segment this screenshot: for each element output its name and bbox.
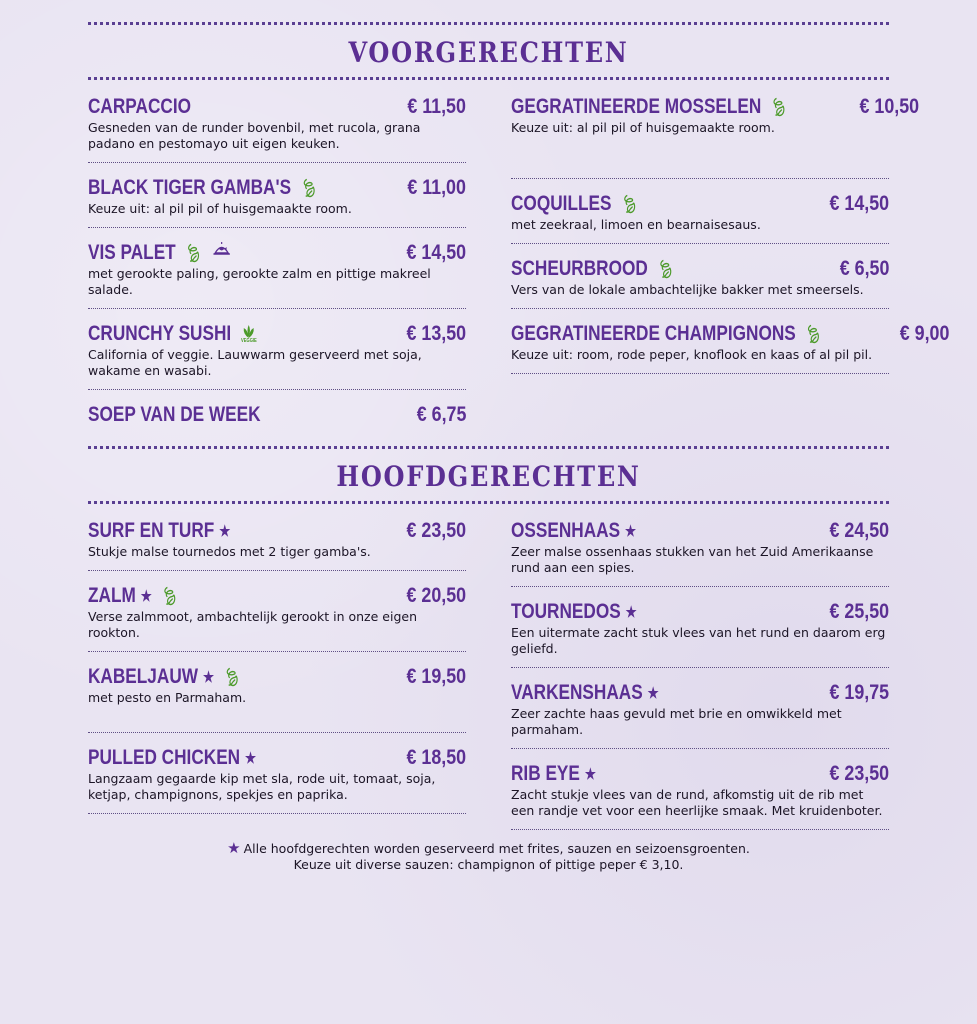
footer-line-1: Alle hoofdgerechten worden geserveerd met frites, sauzen en seizoensgroenten. <box>243 841 750 856</box>
leaf-icon: 🍃︎ <box>296 174 321 201</box>
divider <box>88 389 466 390</box>
item-description: Vers van de lokale ambachtelijke bakker met smeersels. <box>511 282 864 297</box>
item-description: Keuze uit: al pil pil of huisgemaakte room. <box>511 120 775 135</box>
menu-item <box>88 240 466 309</box>
starters-grid <box>88 80 950 428</box>
item-name: SCHEURBROOD <box>511 257 648 280</box>
item-description: met zeekraal, limoen en bearnaisesaus. <box>511 217 761 232</box>
divider <box>88 732 466 733</box>
item-price: € 14,50 <box>406 241 466 264</box>
item-description: California of veggie. Lauwwarm geserveerd met soja, wakame en wasabi. <box>88 347 422 378</box>
menu-item <box>511 599 889 668</box>
item-name: VARKENSHAAS <box>511 681 643 704</box>
item-price: € 25,50 <box>829 600 889 623</box>
item-description: Zeer zachte haas gevuld met brie en omwikkeld met parmaham. <box>511 706 842 737</box>
divider <box>511 667 889 668</box>
starters-right-column <box>511 93 950 428</box>
menu-item <box>511 256 889 309</box>
item-name: GEGRATINEERDE CHAMPIGNONS <box>511 322 796 345</box>
item-price: € 9,00 <box>899 322 950 345</box>
veggie-icon: VEGGIE <box>241 325 257 344</box>
item-price: € 23,50 <box>829 762 889 785</box>
mains-left-column <box>88 518 466 830</box>
menu-item <box>511 680 889 749</box>
item-description: Verse zalmmoot, ambachtelijk gerookt in onze eigen rookton. <box>88 609 417 640</box>
item-price: € 11,00 <box>407 176 466 199</box>
star-icon: ★ <box>219 523 231 540</box>
star-icon: ★ <box>647 685 659 702</box>
footer-note <box>88 840 889 873</box>
item-description: Stukje malse tournedos met 2 tiger gamba's. <box>88 544 371 559</box>
leaf-icon: 🍃︎ <box>617 190 641 217</box>
item-price: € 13,50 <box>406 322 466 345</box>
item-price: € 18,50 <box>406 746 466 769</box>
menu-item <box>88 94 466 163</box>
item-price: € 6,75 <box>416 403 466 426</box>
item-price: € 6,50 <box>839 257 889 280</box>
divider <box>88 813 466 814</box>
menu-item <box>88 583 466 652</box>
divider <box>88 570 466 571</box>
item-price: € 24,50 <box>829 519 889 542</box>
menu-item <box>88 745 466 814</box>
menu-item <box>511 93 920 179</box>
menu-item <box>88 664 466 733</box>
item-price: € 11,50 <box>407 95 466 118</box>
star-icon: ★ <box>245 750 257 767</box>
star-icon: ★ <box>202 669 214 686</box>
star-icon: ★ <box>227 839 241 857</box>
section-title-voorgerechten: VOORGERECHTEN <box>348 36 629 69</box>
leaf-icon: 🍃︎ <box>801 320 825 347</box>
divider <box>511 829 889 830</box>
item-description: met gerookte paling, gerookte zalm en pittige makreel salade. <box>88 266 431 297</box>
item-name: OSSENHAAS <box>511 519 621 542</box>
menu-item <box>511 761 889 830</box>
starters-left-column <box>88 94 466 428</box>
divider <box>511 178 889 179</box>
item-description: Gesneden van de runder bovenbil, met rucola, grana padano en pestomayo uit eigen keuken. <box>88 120 421 151</box>
item-name: TOURNEDOS <box>511 600 621 623</box>
item-name: CARPACCIO <box>88 95 192 118</box>
section-title-hoofdgerechten: HOOFDGERECHTEN <box>336 460 641 493</box>
item-name: VIS PALET <box>88 241 176 264</box>
divider <box>511 373 889 374</box>
menu-item <box>511 518 889 587</box>
item-price: € 10,50 <box>859 95 920 118</box>
item-description: Keuze uit: room, rode peper, knoflook en kaas of al pil pil. <box>511 347 873 362</box>
leaf-icon: 🍃︎ <box>157 582 181 609</box>
star-icon: ★ <box>625 604 637 621</box>
divider <box>511 586 889 587</box>
leaf-icon: 🍃︎ <box>653 255 677 282</box>
divider <box>88 227 466 228</box>
item-description: Zacht stukje vlees van de rund, afkomstig uit de rib met een randje vet voor een heerlijke smaak. Met kruidenboter. <box>511 787 883 818</box>
star-icon: ★ <box>625 523 637 540</box>
divider <box>511 243 889 244</box>
item-price: € 19,75 <box>829 681 889 704</box>
mains-right-column <box>511 518 889 830</box>
divider <box>88 308 466 309</box>
item-description: Een uitermate zacht stuk vlees van het rund en daarom erg geliefd. <box>511 625 886 656</box>
item-price: € 19,50 <box>406 665 466 688</box>
divider <box>88 651 466 652</box>
star-icon: ★ <box>584 766 596 783</box>
menu-item <box>88 518 466 571</box>
item-price: € 20,50 <box>406 584 466 607</box>
menu-item <box>88 175 466 228</box>
item-name: KABELJAUW <box>88 665 199 688</box>
menu-page <box>88 22 950 873</box>
leaf-icon: 🍃︎ <box>181 239 205 266</box>
menu-item <box>88 402 466 428</box>
menu-item <box>511 191 889 244</box>
item-name: PULLED CHICKEN <box>88 746 241 769</box>
leaf-icon: 🍃︎ <box>767 93 791 120</box>
item-name: BLACK TIGER GAMBA'S <box>88 176 292 199</box>
item-name: RIB EYE <box>511 762 580 785</box>
item-price: € 14,50 <box>829 192 889 215</box>
divider <box>511 308 889 309</box>
item-description: Keuze uit: al pil pil of huisgemaakte room. <box>88 201 352 216</box>
item-name: SURF EN TURF <box>88 519 215 542</box>
star-icon: ★ <box>140 588 152 605</box>
item-name: COQUILLES <box>511 192 612 215</box>
item-name: ZALM <box>88 584 136 607</box>
fish-on-plate-icon <box>212 241 230 265</box>
item-name: SOEP VAN DE WEEK <box>88 403 261 426</box>
mains-grid <box>88 504 889 830</box>
menu-item <box>88 321 466 390</box>
leaf-icon: 🍃︎ <box>219 663 244 690</box>
divider <box>88 162 466 163</box>
item-description: met pesto en Parmaham. <box>88 690 247 705</box>
item-name: CRUNCHY SUSHI <box>88 322 232 345</box>
divider <box>511 748 889 749</box>
menu-item <box>511 320 950 374</box>
item-description: Langzaam gegaarde kip met sla, rode uit, tomaat, soja, ketjap, champignons, spekjes en paprika. <box>88 771 436 802</box>
item-price: € 23,50 <box>406 519 466 542</box>
footer-line-2: Keuze uit diverse sauzen: champignon of pittige peper € 3,10. <box>293 857 684 872</box>
item-description: Zeer malse ossenhaas stukken van het Zuid Amerikaanse rund aan een spies. <box>511 544 874 575</box>
item-name: GEGRATINEERDE MOSSELEN <box>511 95 762 118</box>
